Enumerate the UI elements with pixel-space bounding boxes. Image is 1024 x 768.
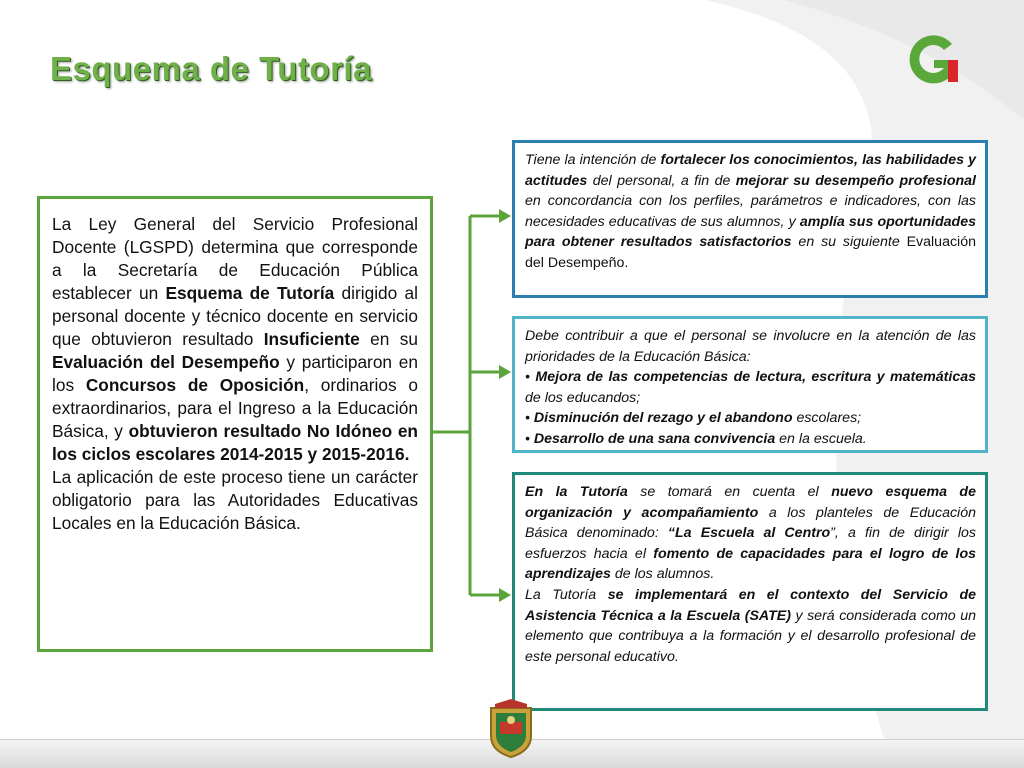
body-text: se tomará en cuenta el — [627, 484, 832, 500]
body-text: en su — [359, 329, 419, 349]
emphasis-text: mejorar su desempeño profesional — [735, 172, 976, 189]
body-text: a los planteles de Educación Básica denominado: — [525, 504, 976, 542]
body-text: y será considerada como un elemento que contribuya a la formación y el desarrollo profesional de este personal educativo. — [525, 607, 976, 665]
school-centre-text-1 — [525, 482, 976, 585]
body-text: de los educandos; — [525, 389, 641, 406]
emphasis-text: se implementará en el contexto del Servicio de Asistencia Técnica a la Escuela (SATE) — [525, 586, 976, 624]
emphasis-text: Esquema de Tutoría — [165, 283, 335, 303]
state-seal-icon — [485, 698, 537, 758]
emphasis-text: Concursos de Oposición — [85, 375, 305, 395]
emphasis-text: fortalecer los conocimientos, las habilidades y actitudes — [525, 152, 976, 189]
emphasis-text: “La Escuela al Centro — [667, 525, 831, 542]
main-paragraph-1 — [52, 213, 418, 466]
body-text: , ordinarios o extraordinarios, para el Ingreso a la Educación Básica, y — [52, 375, 418, 441]
g-logo-icon — [902, 32, 964, 88]
body-text: en su siguiente — [791, 234, 907, 251]
body-text: en concordancia con los perfiles, parámetros e indicadores, con las necesidades educativas de sus alumnos, y — [525, 193, 976, 230]
emphasis-text: Disminución del rezago y el abandono — [533, 410, 793, 427]
priorities-box — [512, 316, 988, 453]
emphasis-text: obtuvieron resultado No Idóneo en los ciclos escolares 2014-2015 y 2015-2016. — [52, 421, 418, 464]
body-text: ”, a fin de dirigir los esfuerzos hacia el — [525, 525, 976, 562]
emphasis-text: amplía sus oportunidades para obtener resultados satisfactorios — [525, 213, 976, 251]
body-text: • — [525, 430, 534, 447]
intention-text — [525, 150, 976, 274]
body-text: • — [525, 410, 534, 427]
body-text: La Tutoría — [525, 586, 608, 603]
body-text: en la escuela. — [775, 430, 867, 447]
priority-item — [525, 367, 976, 408]
body-text: Tiene la intención de — [525, 152, 661, 168]
body-text: • — [525, 369, 536, 386]
body-text: y participaron en los — [52, 352, 418, 395]
body-text: Evaluación del Desempeño. — [525, 234, 976, 271]
main-description-box — [37, 196, 433, 652]
priorities-intro: Debe contribuir a que el personal se involucre en la atención de las prioridades de la Educación Básica: — [525, 328, 976, 365]
body-text: de los alumnos. — [610, 566, 715, 583]
emphasis-text: fomento de capacidades para el logro de los aprendizajes — [525, 545, 977, 583]
priority-item — [525, 429, 976, 450]
emphasis-text: Insuficiente — [263, 329, 360, 349]
intention-box — [512, 140, 988, 298]
emphasis-text: Desarrollo de una sana convivencia — [533, 430, 776, 447]
priority-item — [525, 408, 976, 429]
body-text: dirigido al personal docente y técnico docente en servicio que obtuvieron resultado — [52, 283, 418, 349]
body-text: La Ley General del Servicio Profesional Docente (LGSPD) determina que corresponde a la Secretaría de Educación Pública establecer un — [52, 214, 418, 303]
priorities-list — [525, 367, 976, 449]
main-paragraph-2: La aplicación de este proceso tiene un carácter obligatorio para las Autoridades Educativas Locales en la Educación Básica. — [52, 467, 418, 533]
emphasis-text: Evaluación del Desempeño — [52, 352, 280, 372]
school-centre-box — [512, 472, 988, 711]
body-text: del personal, a fin de — [587, 172, 736, 189]
emphasis-text: En la Tutoría — [525, 484, 628, 500]
school-centre-text-2 — [525, 585, 976, 667]
emphasis-text: Mejora de las competencias de lectura, escritura y matemáticas — [535, 369, 976, 386]
body-text: escolares; — [792, 410, 862, 427]
slide-title: Esquema de Tutoría — [50, 50, 372, 87]
emphasis-text: nuevo esquema de organización y acompañamiento — [525, 484, 976, 521]
